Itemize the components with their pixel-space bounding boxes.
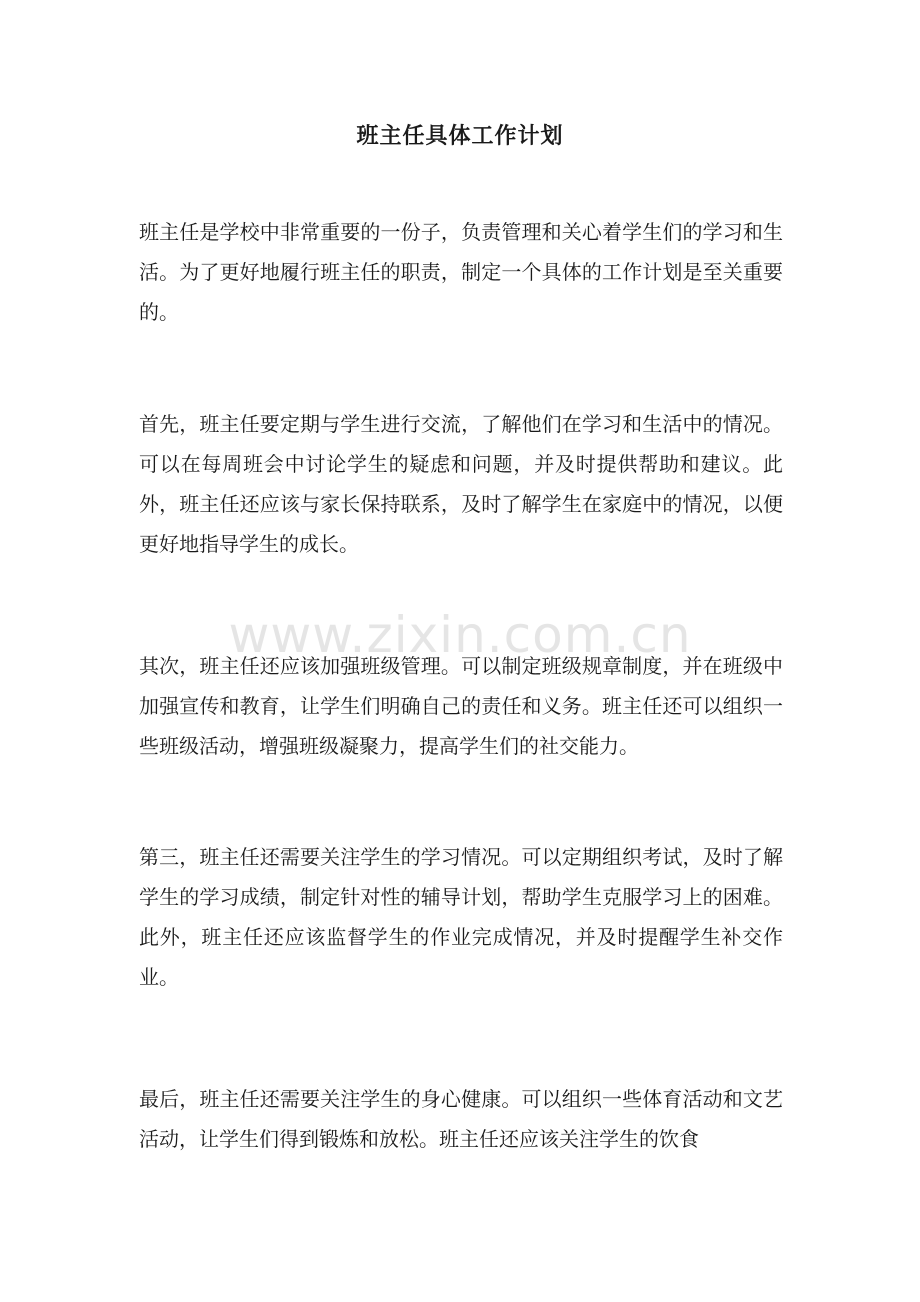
watermark-text: www.zixin.com.cn	[228, 606, 692, 664]
paragraph-last: 最后，班主任还需要关注学生的身心健康。可以组织一些体育活动和文艺活动，让学生们得到锻炼和放松。班主任还应该关注学生的饮食	[139, 1087, 783, 1151]
paragraph-intro: 班主任是学校中非常重要的一份子，负责管理和关心着学生们的学习和生活。为了更好地履行班主任的职责，制定一个具体的工作计划是至关重要的。	[139, 220, 783, 324]
paragraph-third: 第三，班主任还需要关注学生的学习情况。可以定期组织考试，及时了解学生的学习成绩，制定针对性的辅导计划，帮助学生克服学习上的困难。此外，班主任还应该监督学生的作业完成情况，并及时提醒学生补交作业。	[139, 845, 783, 989]
paragraph-second: 其次，班主任还应该加强班级管理。可以制定班级规章制度，并在班级中加强宣传和教育，让学生们明确自己的责任和义务。班主任还可以组织一些班级活动，增强班级凝聚力，提高学生们的社交能力。	[139, 654, 783, 758]
paragraph-first: 首先，班主任要定期与学生进行交流，了解他们在学习和生活中的情况。可以在每周班会中讨论学生的疑虑和问题，并及时提供帮助和建议。此外，班主任还应该与家长保持联系，及时了解学生在家庭中的情况，以便更好地指导学生的成长。	[139, 412, 783, 556]
document-title: 班主任具体工作计划	[356, 123, 564, 149]
